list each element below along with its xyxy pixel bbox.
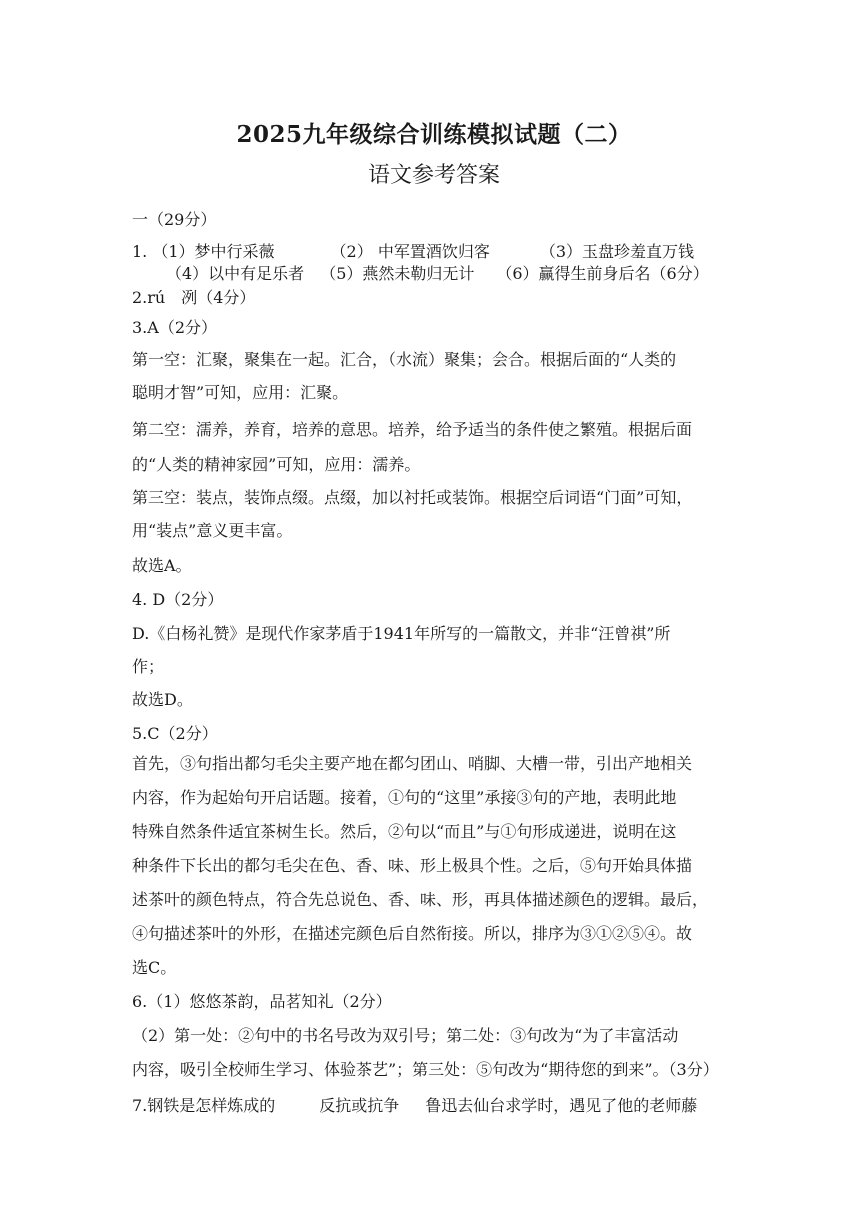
q2-answer: 2.rú 冽（4分） [132,288,256,307]
q6-answer-line: （2）第一处：②句中的书名号改为双引号；第二处：③句改为“为了丰富活动 [132,1026,679,1045]
q5-explanation-line: 首先，③句指出都匀毛尖主要产地在都匀团山、哨脚、大槽一带，引出产地相关 [132,754,693,773]
q1-item-1: 1. （1）梦中行采薇 [132,242,275,261]
q1-answer-row-2 [166,264,709,284]
q5-explanation-line: 种条件下长出的都匀毛尖在色、香、味、形上极具个性。之后，⑤句开始具体描 [132,856,693,875]
q3-explanation-line: 的“人类的精神家园”可知，应用：濡养。 [132,455,421,474]
q5-explanation-line: 选C。 [132,958,177,977]
q7-part-2: 反抗或抗争 [319,1096,400,1115]
q1-item-6: （6）赢得生前身后名（6分） [496,264,709,283]
document-title: 2025九年级综合训练模拟试题（二） [236,121,632,148]
q5-explanation-line: 特殊自然条件适宜茶树生长。然后，②句以“而且”与①句形成递进，说明在这 [132,822,677,841]
q6-answer-line: 6.（1）悠悠茶韵，品茗知礼（2分） [132,992,392,1011]
q3-explanation-line: 第二空：濡养，养育，培养的意思。培养，给予适当的条件使之繁殖。根据后面 [132,420,693,439]
q3-explanation-line: 用“装点”意义更丰富。 [132,521,293,540]
q1-item-4: （4）以中有足乐者 [166,264,305,283]
q6-answer-line: 内容，吸引全校师生学习、体验茶艺”；第三处：⑤句改为“期待您的到来”。（3分） [132,1060,719,1079]
q4-explanation-line: D.《白杨礼赞》是现代作家茅盾于1941年所写的一篇散文，并非“汪曾祺”所 [132,624,671,643]
q4-answer: 4. D（2分） [132,590,224,609]
q3-explanation-line: 故选A。 [132,556,192,575]
q1-item-2: （2） 中军置酒饮归客 [330,242,490,261]
q5-answer: 5.C（2分） [132,724,218,743]
q7-part-3: 鲁迅去仙台求学时，遇见了他的老师藤 [425,1096,698,1115]
q7-answer-line [132,1096,697,1116]
q3-explanation-line: 第三空：装点，装饰点缀。点缀，加以衬托或装饰。根据空后词语“门面”可知， [132,488,693,507]
q3-explanation-line: 第一空：汇聚，聚集在一起。汇合，（水流）聚集；会合。根据后面的“人类的 [132,350,677,369]
document-subtitle: 语文参考答案 [367,163,500,188]
q5-explanation-line: ④句描述茶叶的外形，在描述完颜色后自然衔接。所以，排序为③①②⑤④。故 [132,924,693,943]
q3-explanation-line: 聪明才智”可知，应用：汇聚。 [132,383,349,402]
q7-part-1: 7.钢铁是怎样炼成的 [132,1096,276,1115]
q3-answer: 3.A（2分） [132,318,218,337]
q5-explanation-line: 述茶叶的颜色特点，符合先总说色、香、味、形，再具体描述颜色的逻辑。最后， [132,890,709,909]
section-heading: 一（29分） [132,210,217,229]
q1-item-3: （3）玉盘珍羞直万钱 [539,242,695,261]
q4-explanation-line: 作； [132,657,165,676]
q1-item-5: （5）燕然未勒归无计 [320,264,475,283]
q1-answer-row-1 [132,242,694,262]
q4-explanation-line: 故选D。 [132,690,193,709]
q5-explanation-line: 内容，作为起始句开启话题。接着，①句的“这里”承接③句的产地，表明此地 [132,788,677,807]
